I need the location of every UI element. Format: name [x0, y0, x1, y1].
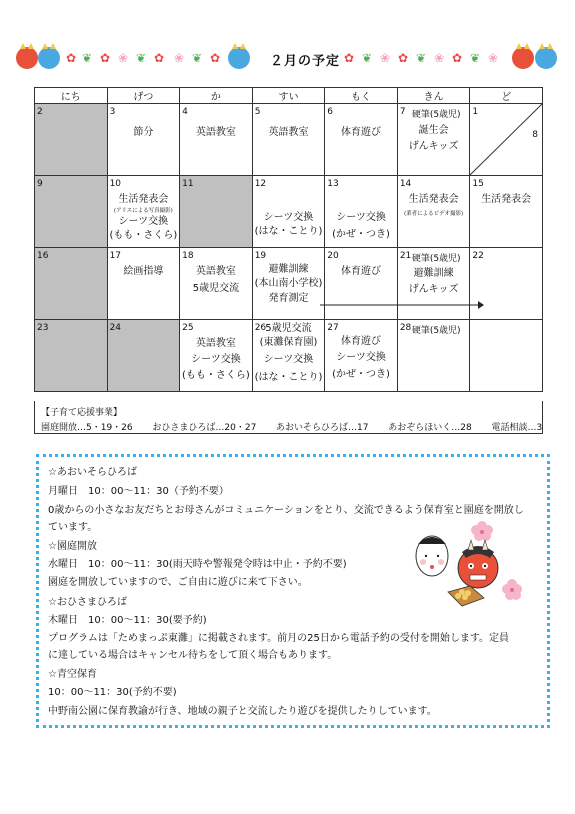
- weekday-header: げつ: [107, 88, 180, 104]
- event-note: 硬筆(5歳児): [411, 254, 461, 264]
- event-note: 硬筆(5歳児): [411, 326, 461, 336]
- schedule-text: 木曜日 10：00～11：30(要予約): [48, 615, 207, 626]
- flower-icon: ✿: [344, 51, 355, 65]
- event-label: シーツ交換: [336, 212, 386, 223]
- event-label: 5歳児交流: [192, 283, 240, 294]
- flower-icon: ❀: [174, 51, 185, 65]
- day-number: 2: [37, 107, 43, 117]
- event-label: 絵画指導: [123, 266, 164, 277]
- event-label: シーツ交換: [191, 354, 241, 365]
- section-heading: ☆青空保育: [48, 669, 97, 680]
- event-label: (はな・ことり): [254, 226, 323, 237]
- event-note: (アリスによる写真撮影): [113, 208, 173, 214]
- flower-icon: ❀: [434, 51, 445, 65]
- section-heading: ☆園庭開放: [48, 541, 97, 552]
- day-number: 6: [327, 107, 333, 117]
- day-number: 17: [109, 251, 122, 261]
- event-label: 生活発表会: [481, 194, 532, 205]
- event-label: (もも・さくら): [109, 230, 178, 241]
- event-label: シーツ交換: [336, 352, 386, 363]
- leaf-icon: ❦: [416, 51, 427, 65]
- support-item: あおいそらひろば…17: [276, 423, 369, 433]
- flower-icon: ❀: [380, 51, 391, 65]
- description-text: 園庭を開放していますので、ご自由に遊びに来て下さい。: [48, 577, 308, 588]
- event-label: シーツ交換: [263, 212, 314, 223]
- day-number: 15: [472, 179, 484, 189]
- day-number: 24: [109, 323, 122, 333]
- day-number: 21: [399, 251, 412, 261]
- leaf-icon: ❦: [82, 51, 93, 65]
- leaf-icon: ❦: [136, 51, 147, 65]
- event-label: 避難訓練: [413, 268, 454, 279]
- page-title: ２月の予定: [270, 54, 341, 69]
- weekday-header: か: [180, 88, 253, 104]
- day-number: 20: [327, 251, 339, 261]
- red-oni-icon: [458, 540, 498, 588]
- bean-box-icon: [448, 586, 484, 606]
- event-label: 英語教室: [195, 127, 236, 138]
- event-note: 硬筆(5歳児): [411, 110, 461, 120]
- event-label: (はな・ことり): [254, 372, 323, 383]
- day-number: 12: [254, 179, 267, 189]
- leaf-icon: ❦: [362, 51, 373, 65]
- event-label: 5歳児交流: [265, 323, 312, 334]
- event-label: 節分: [133, 127, 154, 138]
- event-label: 生活発表会: [408, 194, 459, 205]
- flower-icon: ✿: [398, 51, 409, 65]
- day-number: 11: [182, 179, 194, 189]
- leaf-icon: ❦: [470, 51, 481, 65]
- weekday-header: もく: [325, 88, 398, 104]
- day-number: 14: [399, 179, 412, 189]
- flower-icon: ✿: [452, 51, 463, 65]
- day-number: 7: [399, 107, 406, 117]
- support-item: 園庭開放…5・19・26: [41, 423, 133, 433]
- event-label: 体育遊び: [341, 127, 382, 138]
- weekday-header: にち: [35, 88, 108, 104]
- section-heading: ☆あおいそらひろば: [48, 467, 137, 478]
- day-number: 3: [109, 107, 116, 117]
- event-label: 生活発表会: [118, 194, 169, 205]
- event-label: (かぜ・つき): [332, 369, 390, 380]
- support-item: あおぞらほいく…28: [388, 423, 472, 433]
- event-note: (業者によるビデオ撮影): [404, 211, 464, 217]
- support-item: おひさまひろば…20・27: [152, 423, 257, 433]
- event-label: げんキッズ: [408, 141, 459, 152]
- otafuku-mask-icon: [416, 536, 448, 576]
- event-label: 体育遊び: [341, 336, 382, 347]
- section-heading: ☆おひさまひろば: [48, 597, 127, 608]
- event-label: 体育遊び: [341, 266, 382, 277]
- flower-icon: ✿: [100, 51, 111, 65]
- plum-blossom-icon: [502, 579, 522, 600]
- day-number: 4: [182, 107, 188, 117]
- day-number: 28: [399, 323, 412, 333]
- leaf-icon: ❦: [192, 51, 203, 65]
- event-label: げんキッズ: [408, 284, 459, 295]
- day-number: 5: [254, 107, 261, 117]
- description-text: ています。: [48, 522, 98, 533]
- flower-icon: ✿: [66, 51, 77, 65]
- flower-icon: ✿: [210, 51, 221, 65]
- day-number: 9: [37, 179, 43, 189]
- event-label: 誕生会: [418, 125, 449, 136]
- weekday-header: すい: [252, 88, 325, 104]
- day-number: 25: [182, 323, 194, 333]
- setsubun-illustration: [412, 518, 522, 616]
- event-label: (東灘保育園): [259, 337, 318, 348]
- support-items: [41, 420, 542, 433]
- flower-icon: ✿: [154, 51, 165, 65]
- day-number: 19: [254, 251, 267, 261]
- support-item: 電話相談…3: [491, 423, 543, 433]
- day-number: 1: [472, 107, 479, 117]
- day-number: 13: [327, 179, 339, 189]
- schedule-text: 月曜日 10：00～11：30（予約不要）: [48, 486, 229, 497]
- day-number: 27: [327, 323, 339, 333]
- schedule-text: 水曜日 10：00～11：30(雨天時や警報発令時は中止・予約不要): [48, 559, 347, 570]
- event-label: 英語教室: [195, 338, 236, 349]
- support-programs-box: [34, 401, 543, 434]
- day-number: 8: [532, 130, 538, 140]
- day-number: 16: [37, 251, 49, 261]
- flower-icon: ❀: [118, 51, 129, 65]
- event-label: 英語教室: [195, 266, 236, 277]
- day-number: 18: [182, 251, 194, 261]
- day-number: 10: [109, 179, 122, 189]
- flower-icon: ❀: [488, 51, 499, 65]
- event-label: (かぜ・つき): [332, 229, 390, 240]
- event-label: (もも・さくら): [182, 370, 250, 381]
- schedule-text: 10：00～11：30(予約不要): [48, 687, 177, 698]
- day-number: 23: [37, 323, 49, 333]
- weekday-header: ど: [470, 88, 543, 104]
- event-label: 避難訓練: [268, 264, 309, 275]
- description-text: プログラムは「ためまっぷ東灘」に掲載されます。前月の25日から電話予約の受付を開始します。定員: [48, 633, 510, 644]
- event-label: シーツ交換: [118, 216, 169, 227]
- description-text: に達している場合はキャンセル待ちをして頂く場合もあります。: [48, 650, 338, 661]
- day-number: 22: [472, 251, 484, 261]
- event-label: 英語教室: [268, 127, 309, 138]
- day-number: 26: [254, 323, 267, 333]
- event-label: シーツ交換: [263, 354, 314, 365]
- plum-blossom-icon: [471, 521, 493, 541]
- description-text: 0歳からの小さなお友だちとお母さんがコミュニケーションをとり、交流できるよう保育室と園庭を開放し: [48, 505, 524, 516]
- support-heading: 【子育て応援事業】: [41, 408, 123, 418]
- description-text: 中野南公園に保育教諭が行き、地域の親子と交流したり遊びを提供したりしています。: [48, 706, 437, 717]
- event-label: (本山南小学校): [254, 278, 323, 289]
- event-label: 発育測定: [268, 293, 309, 304]
- weekday-header: きん: [397, 88, 470, 104]
